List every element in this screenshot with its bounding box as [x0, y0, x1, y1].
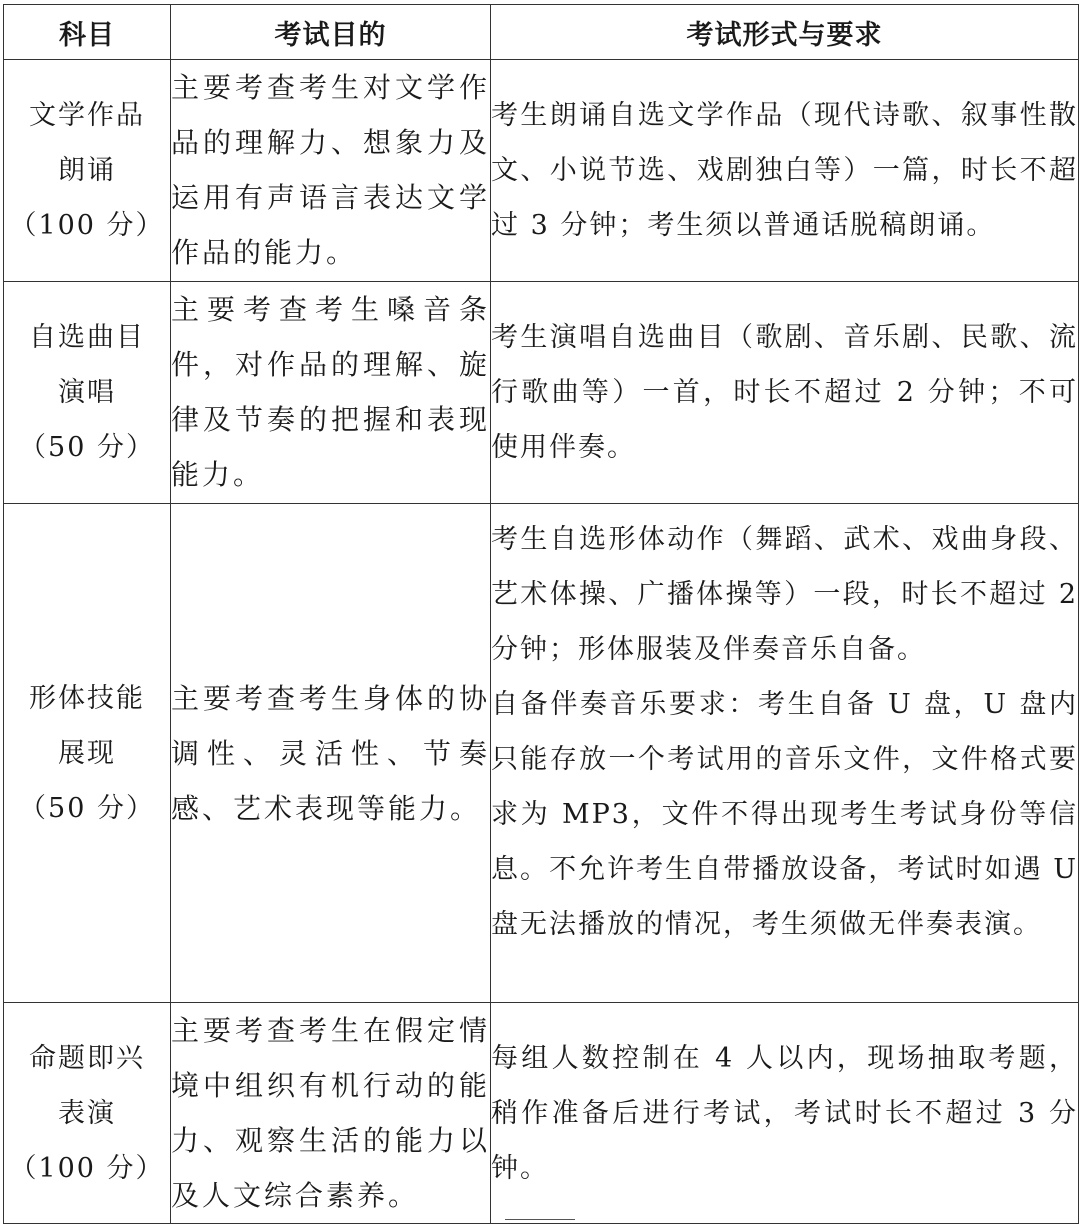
table-row	[4, 282, 1079, 504]
purpose-cell: 主要考查考生嗓音条件，对作品的理解、旋律及节奏的把握和表现能力。	[171, 282, 491, 504]
header-subject: 科目	[4, 5, 171, 60]
header-purpose: 考试目的	[171, 5, 491, 60]
requirements-text: 考生自选形体动作（舞蹈、武术、戏曲身段、艺术体操、广播体操等）一段，时长不超过 2 分钟；形体服装及伴奏音乐自备。	[491, 524, 1078, 665]
subject-cell	[4, 504, 171, 1003]
subject-name-line-2: 表演	[58, 1097, 116, 1129]
purpose-cell: 主要考查考生对文学作品的理解力、想象力及运用有声语言表达文学作品的能力。	[171, 60, 491, 282]
exam-subjects-table	[3, 4, 1079, 1224]
subject-score: （50 分）	[19, 792, 155, 824]
purpose-cell: 主要考查考生身体的协调性、灵活性、节奏感、艺术表现等能力。	[171, 504, 491, 1003]
subject-name-line-1: 自选曲目	[29, 322, 145, 353]
subject-score: （100 分）	[9, 210, 165, 241]
table-row	[4, 504, 1079, 1003]
subject-name-line-1: 形体技能	[29, 682, 145, 714]
requirements-cell	[491, 1003, 1079, 1224]
requirements-cell	[491, 60, 1079, 282]
requirements-cell	[491, 282, 1079, 504]
requirements-text: 考生朗诵自选文学作品（现代诗歌、叙事性散文、小说节选、戏剧独白等）一篇，时长不超过 3 分钟；考生须以普通话脱稿朗诵。	[491, 100, 1078, 241]
requirements-text: 每组人数控制在 4 人以内，现场抽取考题，稍作准备后进行考试，考试时长不超过 3 分钟。	[491, 1042, 1078, 1184]
subject-name-line-1: 命题即兴	[29, 1042, 145, 1074]
requirements-text: 考生演唱自选曲目（歌剧、音乐剧、民歌、流行歌曲等）一首，时长不超过 2 分钟；不可使用伴奏。	[491, 322, 1078, 463]
subject-cell	[4, 282, 171, 504]
requirements-cell	[491, 504, 1079, 1003]
subject-cell	[4, 1003, 171, 1224]
table-row	[4, 1003, 1079, 1224]
header-requirements: 考试形式与要求	[491, 5, 1079, 60]
header-row	[4, 5, 1079, 60]
subject-name-line-2: 演唱	[58, 377, 116, 408]
subject-score: （100 分）	[9, 1152, 165, 1184]
purpose-cell: 主要考查考生在假定情境中组织有机行动的能力、观察生活的能力以及人文综合素养。	[171, 1003, 491, 1224]
music-requirements-text: 自备伴奏音乐要求：考生自备 U 盘，U 盘内只能存放一个考试用的音乐文件，文件格式要求为 MP3，文件不得出现考生考试身份等信息。不允许考生自带播放设备，考试时如遇 U 盘无法播放的情况，考生须做无伴奏表演。	[491, 689, 1078, 940]
subject-name-line-2: 展现	[58, 737, 116, 769]
table-row	[4, 60, 1079, 282]
subject-name-line-2: 朗诵	[58, 155, 116, 186]
subject-cell	[4, 60, 171, 282]
subject-score: （50 分）	[19, 432, 155, 463]
subject-name-line-1: 文学作品	[29, 100, 145, 131]
